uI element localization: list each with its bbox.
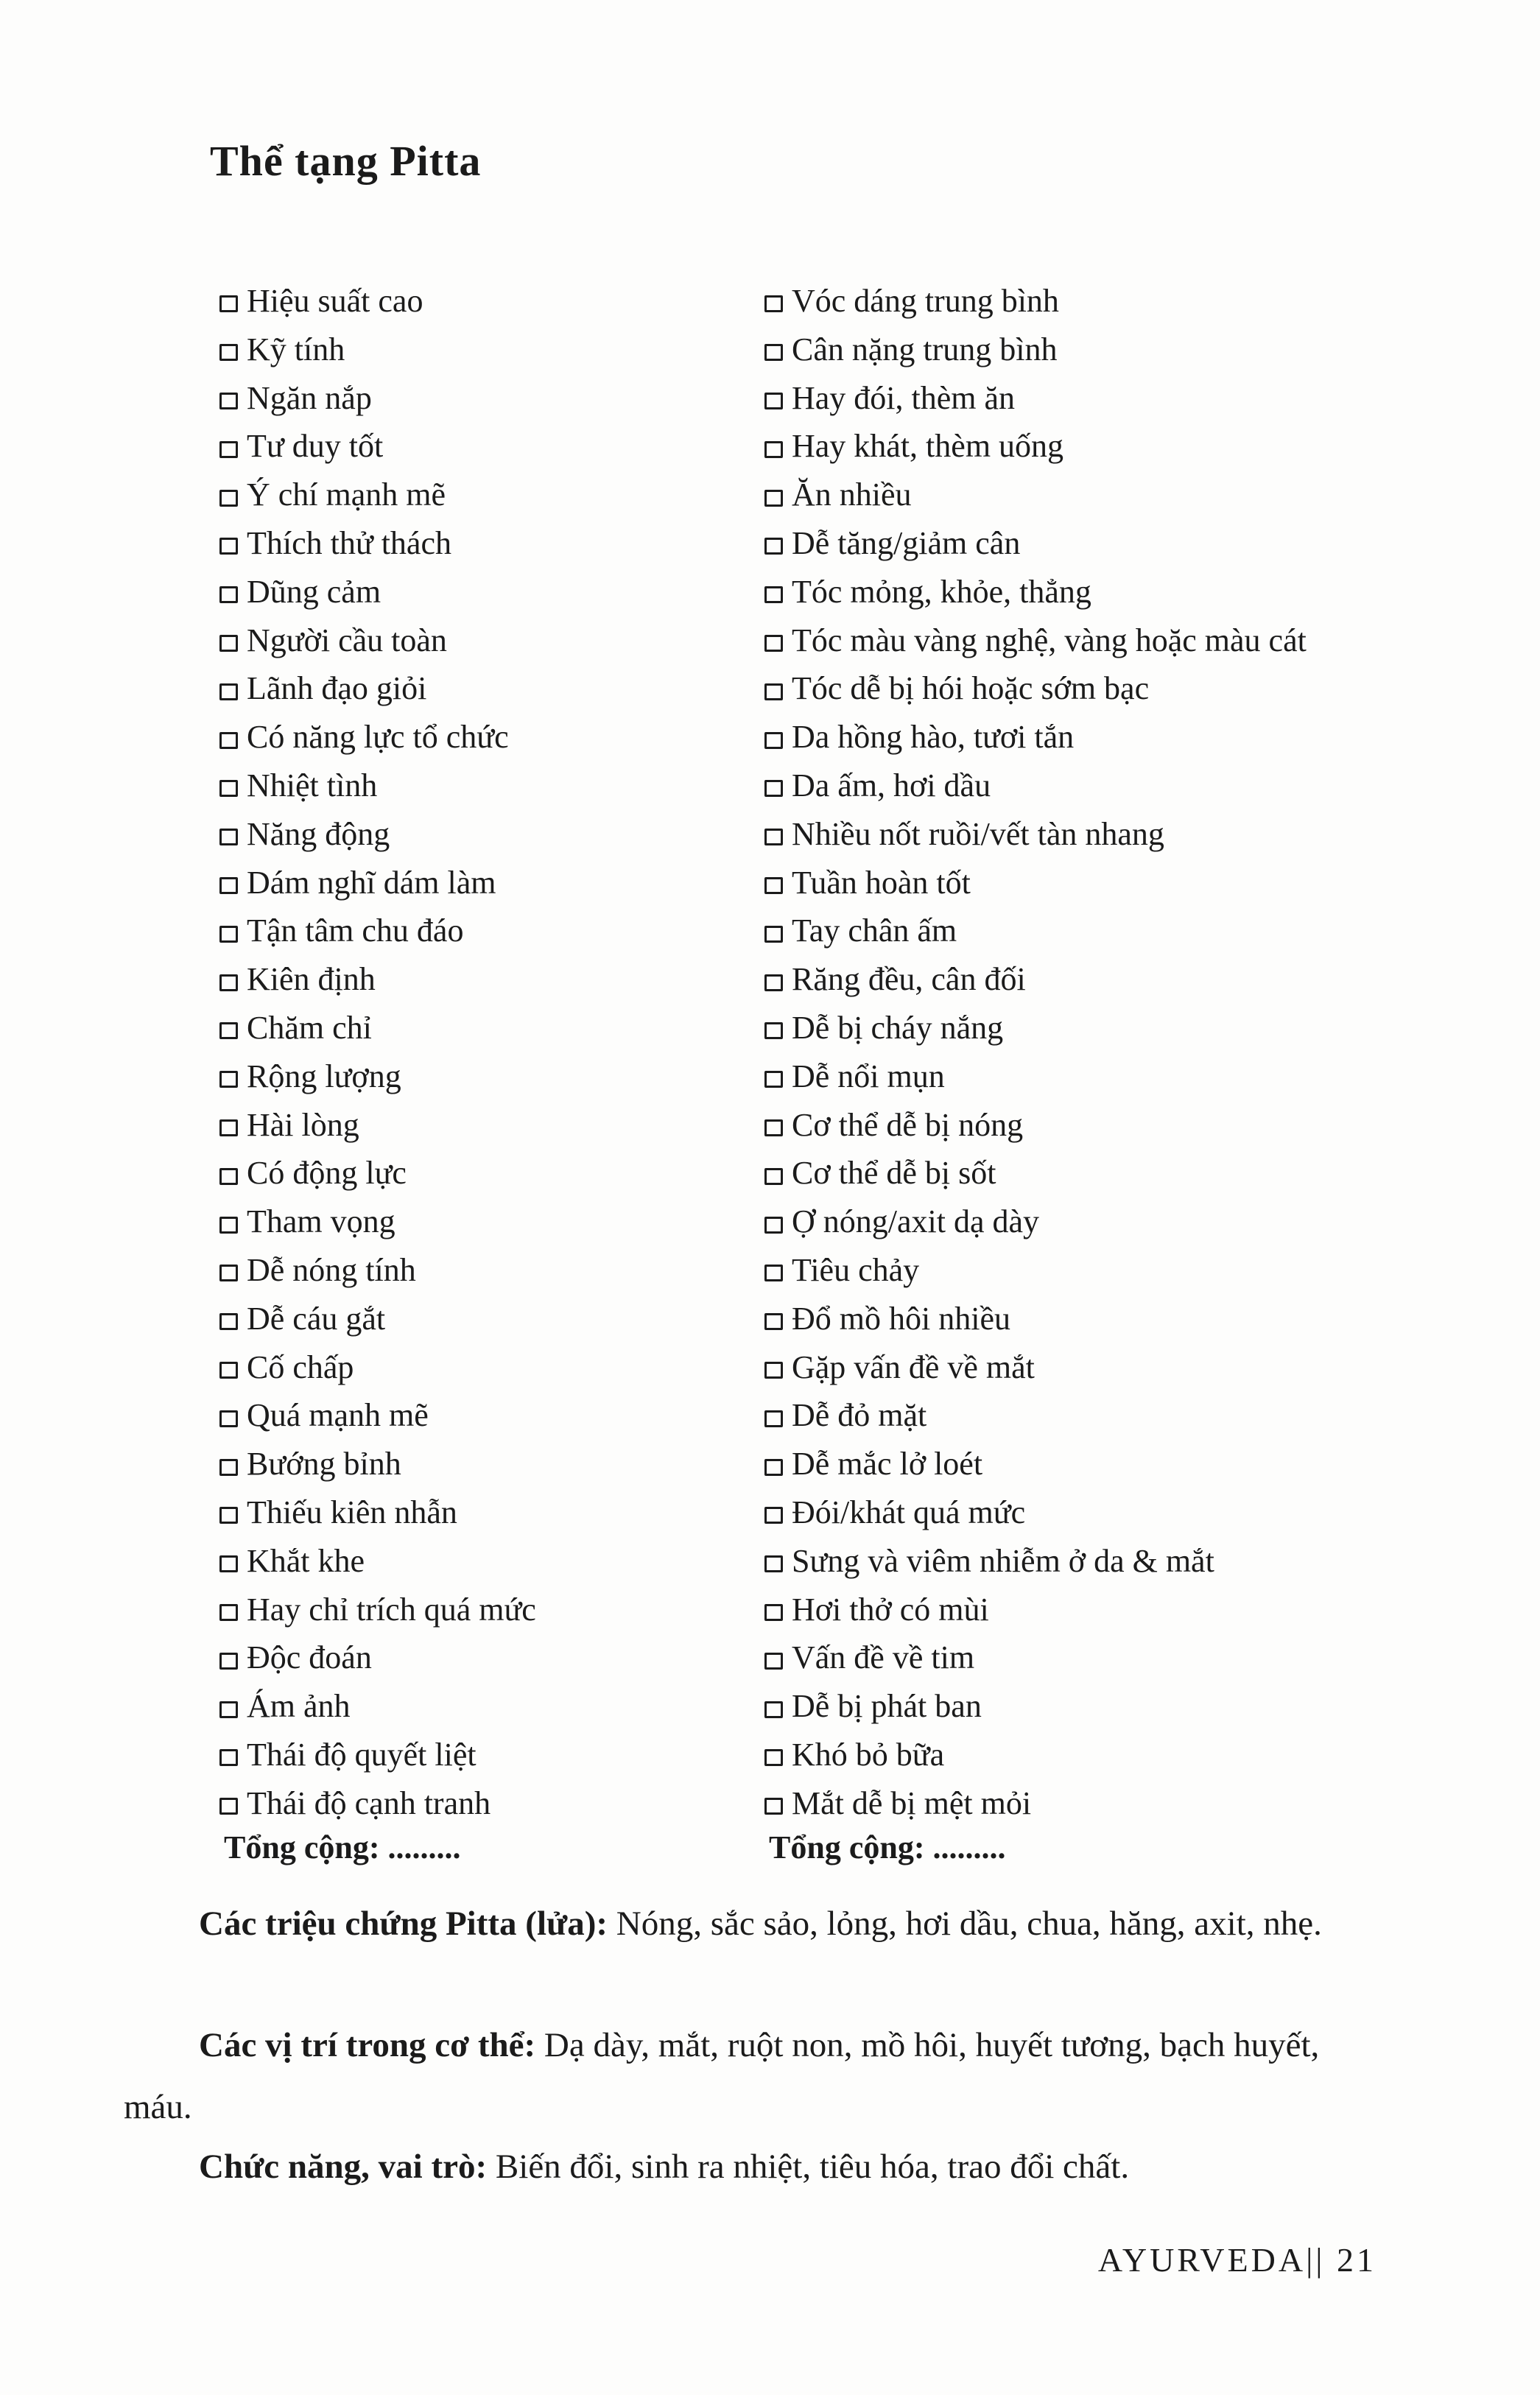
- checklist-item-label: Sưng và viêm nhiễm ở da & mắt: [792, 1542, 1214, 1579]
- total-left: Tổng cộng: .........: [224, 1829, 461, 1865]
- checklist-item: [219, 1682, 735, 1731]
- checkbox-icon[interactable]: [219, 1410, 238, 1427]
- checklist-item: [764, 1682, 1427, 1731]
- checkbox-icon[interactable]: [219, 1555, 238, 1572]
- checklist-item: [219, 1198, 735, 1246]
- checklist-item: [219, 519, 735, 568]
- checklist-item: [764, 1440, 1427, 1488]
- checkbox-icon[interactable]: [219, 926, 238, 943]
- checklist-item-label: Ăn nhiều: [792, 476, 912, 513]
- checkbox-icon[interactable]: [219, 780, 238, 797]
- checklist-item: [764, 664, 1427, 713]
- checkbox-icon[interactable]: [219, 1362, 238, 1379]
- checkbox-icon[interactable]: [764, 1410, 783, 1427]
- checklist-item: [219, 1004, 735, 1052]
- checkbox-icon[interactable]: [764, 441, 783, 458]
- checklist-item-label: Dễ đỏ mặt: [792, 1397, 927, 1434]
- checklist-item: [764, 374, 1427, 423]
- checkbox-icon[interactable]: [764, 1071, 783, 1088]
- checklist-item-label: Dũng cảm: [247, 573, 382, 610]
- running-title: AYURVEDA: [1097, 2241, 1307, 2279]
- checklist-item: [764, 859, 1427, 907]
- checklist-item-label: Có năng lực tổ chức: [247, 719, 509, 756]
- checklist-item: [219, 1295, 735, 1343]
- checklist-item: [764, 568, 1427, 616]
- checkbox-icon[interactable]: [219, 1798, 238, 1815]
- checklist-item: [764, 1586, 1427, 1634]
- checkbox-icon[interactable]: [764, 1701, 783, 1718]
- page-number: 21: [1337, 2241, 1376, 2279]
- locations-paragraph: [124, 2014, 1385, 2138]
- checkbox-icon[interactable]: [219, 490, 238, 507]
- checkbox-icon[interactable]: [764, 829, 783, 845]
- checklist-item-label: Quá mạnh mẽ: [247, 1397, 429, 1434]
- checklist-item: [764, 519, 1427, 568]
- checklist-item-label: Thái độ cạnh tranh: [247, 1784, 491, 1821]
- checkbox-icon[interactable]: [764, 732, 783, 749]
- checkbox-icon[interactable]: [764, 1507, 783, 1524]
- checklist-item: [764, 955, 1427, 1004]
- checklist-item: [764, 1198, 1427, 1246]
- checklist-item-label: Cơ thể dễ bị nóng: [792, 1106, 1024, 1143]
- checkbox-icon[interactable]: [219, 877, 238, 894]
- checklist-item-label: Hay chỉ trích quá mức: [247, 1591, 536, 1628]
- checklist-item-label: Dễ nổi mụn: [792, 1058, 945, 1094]
- checkbox-icon[interactable]: [219, 635, 238, 652]
- checklist-item: [219, 1149, 735, 1198]
- checklist-item-label: Chăm chỉ: [247, 1009, 372, 1046]
- checkbox-icon[interactable]: [764, 1653, 783, 1670]
- checklist-item: [219, 1246, 735, 1295]
- checklist-item: [219, 1731, 735, 1779]
- checklist-item-label: Dễ mắc lở loét: [792, 1446, 983, 1483]
- checklist-item-label: Ợ nóng/axit dạ dày: [792, 1203, 1040, 1240]
- checklist-item-label: Dễ bị phát ban: [792, 1688, 982, 1725]
- checklist-item-label: Khắt khe: [247, 1542, 365, 1579]
- checklist-item-label: Thái độ quyết liệt: [247, 1736, 477, 1773]
- checklist-item: [219, 1440, 735, 1488]
- checklist-item-label: Dễ tăng/giảm cân: [792, 524, 1021, 561]
- checklist-item-label: Tham vọng: [247, 1203, 395, 1240]
- page-footer: [1098, 2240, 1376, 2279]
- checklist-item: [764, 1537, 1427, 1586]
- checkbox-icon[interactable]: [764, 490, 783, 507]
- checklist-item-label: Có động lực: [247, 1155, 407, 1192]
- checkbox-icon[interactable]: [219, 732, 238, 749]
- checklist-item: [219, 1633, 735, 1682]
- checkbox-icon[interactable]: [764, 393, 783, 409]
- checklist-left: [219, 277, 735, 1828]
- checklist-item-label: Da ấm, hơi dầu: [792, 767, 991, 803]
- checklist-item: [764, 1488, 1427, 1537]
- checklist-item-label: Đổ mồ hôi nhiều: [792, 1300, 1010, 1337]
- checklist-item: [219, 1101, 735, 1150]
- checklist-item: [764, 1633, 1427, 1682]
- section-title: Thể tạng Pitta: [210, 137, 482, 185]
- checkbox-icon[interactable]: [219, 1653, 238, 1670]
- checklist-item: [764, 326, 1427, 374]
- checklist-item: [219, 326, 735, 374]
- checkbox-icon[interactable]: [219, 1119, 238, 1136]
- checkbox-icon[interactable]: [219, 393, 238, 409]
- checklist-item: [764, 1101, 1427, 1150]
- checklist-item: [219, 422, 735, 471]
- checkbox-icon[interactable]: [219, 295, 238, 312]
- checkbox-icon[interactable]: [764, 780, 783, 797]
- checklist-item-label: Độc đoán: [247, 1639, 372, 1676]
- checklist-item-label: Dễ cáu gắt: [247, 1300, 386, 1337]
- checkbox-icon[interactable]: [219, 1459, 238, 1476]
- checklist-item-label: Cố chấp: [247, 1348, 354, 1385]
- checkbox-icon[interactable]: [219, 1507, 238, 1524]
- checklist-item-label: Dễ bị cháy nắng: [792, 1009, 1004, 1046]
- checkbox-icon[interactable]: [219, 1604, 238, 1621]
- checklist-item-label: Tóc mỏng, khỏe, thẳng: [792, 573, 1091, 610]
- checkbox-icon[interactable]: [219, 1071, 238, 1088]
- checklist-item-label: Tóc màu vàng nghệ, vàng hoặc màu cát: [792, 622, 1307, 658]
- checkbox-icon[interactable]: [219, 1217, 238, 1234]
- checklist-item: [219, 859, 735, 907]
- checklist-item: [764, 1779, 1427, 1828]
- checkbox-icon[interactable]: [764, 1313, 783, 1330]
- checkbox-icon[interactable]: [764, 1604, 783, 1621]
- checklist-item: [219, 568, 735, 616]
- checklist-item: [764, 1052, 1427, 1101]
- checklist-item-label: Hiệu suất cao: [247, 283, 423, 319]
- checkbox-icon[interactable]: [764, 1022, 783, 1039]
- checkbox-icon[interactable]: [764, 1798, 783, 1815]
- checkbox-icon[interactable]: [219, 683, 238, 700]
- checkbox-icon[interactable]: [219, 1022, 238, 1039]
- checklist-item-label: Nhiệt tình: [247, 767, 378, 803]
- checklist-item-label: Ngăn nắp: [247, 379, 372, 416]
- symptoms-text: Nóng, sắc sảo, lỏng, hơi dầu, chua, hăng, axit, nhẹ.: [608, 1905, 1322, 1943]
- checklist-item-label: Ám ảnh: [247, 1688, 351, 1725]
- symptoms-label: Các triệu chứng Pitta (lửa):: [199, 1905, 608, 1943]
- checklist-item: [764, 277, 1427, 326]
- checklist-item-label: Hay đói, thèm ăn: [792, 379, 1016, 416]
- checklist-item-label: Rộng lượng: [247, 1058, 401, 1094]
- checklist-item: [764, 471, 1427, 519]
- checklist-item: [219, 471, 735, 519]
- checklist-item: [764, 1149, 1427, 1198]
- checklist-item: [764, 422, 1427, 471]
- checkbox-icon[interactable]: [764, 1119, 783, 1136]
- checklist-item-label: Lãnh đạo giỏi: [247, 670, 427, 707]
- checklist-item-label: Ý chí mạnh mẽ: [247, 476, 446, 513]
- checklist-item: [219, 762, 735, 810]
- checkbox-icon[interactable]: [764, 1749, 783, 1766]
- checklist-item: [219, 277, 735, 326]
- locations-label: Các vị trí trong cơ thể:: [199, 2026, 536, 2064]
- checklist-item: [219, 1779, 735, 1828]
- checklist-item-label: Da hồng hào, tươi tắn: [792, 719, 1075, 756]
- checklist-item: [219, 1391, 735, 1440]
- checklist-item-label: Gặp vấn đề về mắt: [792, 1348, 1035, 1385]
- checkbox-icon[interactable]: [219, 1701, 238, 1718]
- checklist-item-label: Tóc dễ bị hói hoặc sớm bạc: [792, 670, 1150, 707]
- checkbox-icon[interactable]: [764, 295, 783, 312]
- checklist-item: [219, 810, 735, 859]
- checkbox-icon[interactable]: [764, 1168, 783, 1185]
- checklist-item-label: Kiên định: [247, 961, 376, 998]
- functions-text: Biến đổi, sinh ra nhiệt, tiêu hóa, trao đổi chất.: [487, 2148, 1130, 2186]
- checkbox-icon[interactable]: [219, 1313, 238, 1330]
- total-right: Tổng cộng: .........: [769, 1829, 1006, 1865]
- checklist-item: [219, 1052, 735, 1101]
- checkbox-icon[interactable]: [764, 1217, 783, 1234]
- checkbox-icon[interactable]: [764, 538, 783, 555]
- checkbox-icon[interactable]: [219, 829, 238, 845]
- checklist-item: [219, 1586, 735, 1634]
- checklist-item: [764, 810, 1427, 859]
- checkbox-icon[interactable]: [764, 974, 783, 991]
- checklist-item-label: Mắt dễ bị mệt mỏi: [792, 1784, 1032, 1821]
- checkbox-icon[interactable]: [219, 1749, 238, 1766]
- checkbox-icon[interactable]: [219, 586, 238, 603]
- checklist-item: [219, 664, 735, 713]
- checklist-item: [764, 1343, 1427, 1392]
- symptoms-paragraph: [124, 1893, 1385, 1955]
- checklist-item: [764, 616, 1427, 665]
- checklist-item-label: Đói/khát quá mức: [792, 1494, 1026, 1530]
- checkbox-icon[interactable]: [764, 1265, 783, 1281]
- checklist-right: [764, 277, 1427, 1828]
- checklist-item-label: Cơ thể dễ bị sốt: [792, 1155, 996, 1192]
- checklist-item: [764, 907, 1427, 955]
- checklist-item-label: Bướng bỉnh: [247, 1446, 401, 1483]
- checklist-item-label: Tư duy tốt: [247, 428, 384, 465]
- functions-label: Chức năng, vai trò:: [199, 2148, 488, 2186]
- checklist-item: [219, 955, 735, 1004]
- checkbox-icon[interactable]: [764, 586, 783, 603]
- checklist-item-label: Tuần hoàn tốt: [792, 864, 971, 901]
- checklist-item-label: Dám nghĩ dám làm: [247, 864, 496, 901]
- checkbox-icon[interactable]: [219, 1265, 238, 1281]
- checklist-item-label: Răng đều, cân đối: [792, 961, 1026, 998]
- checklist-item-label: Vóc dáng trung bình: [792, 283, 1059, 319]
- checklist-item: [764, 1731, 1427, 1779]
- checklist-item-label: Hài lòng: [247, 1106, 359, 1143]
- checkbox-icon[interactable]: [219, 538, 238, 555]
- checklist-item-label: Hơi thở có mùi: [792, 1591, 989, 1628]
- checklist-item: [219, 1343, 735, 1392]
- checklist-item: [219, 1488, 735, 1537]
- checklist-item: [764, 1004, 1427, 1052]
- checklist-item-label: Thiếu kiên nhẫn: [247, 1494, 457, 1530]
- checkbox-icon[interactable]: [764, 635, 783, 652]
- checklist-item: [764, 1246, 1427, 1295]
- checklist-item-label: Khó bỏ bữa: [792, 1736, 945, 1773]
- checklist-item-label: Kỹ tính: [247, 331, 345, 367]
- checklist-item: [764, 1295, 1427, 1343]
- checklist-item-label: Người cầu toàn: [247, 622, 447, 658]
- checklist-item: [219, 374, 735, 423]
- checklist-item: [219, 1537, 735, 1586]
- checklist-item: [219, 616, 735, 665]
- checkbox-icon[interactable]: [764, 683, 783, 700]
- checkbox-icon[interactable]: [764, 926, 783, 943]
- checkbox-icon[interactable]: [219, 344, 238, 361]
- footer-separator: ||: [1306, 2241, 1326, 2279]
- checklist-item: [219, 907, 735, 955]
- checkbox-icon[interactable]: [764, 1362, 783, 1379]
- checkbox-icon[interactable]: [764, 877, 783, 894]
- checklist-item-label: Năng động: [247, 815, 390, 852]
- checklist-item-label: Tay chân ấm: [792, 912, 957, 949]
- checklist-item-label: Vấn đề về tim: [792, 1639, 975, 1676]
- checklist-item-label: Nhiều nốt ruồi/vết tàn nhang: [792, 815, 1164, 852]
- checkbox-icon[interactable]: [764, 1459, 783, 1476]
- checklist-item: [219, 713, 735, 762]
- checkbox-icon[interactable]: [764, 344, 783, 361]
- checkbox-icon[interactable]: [764, 1555, 783, 1572]
- checklist-item-label: Hay khát, thèm uống: [792, 428, 1064, 465]
- checkbox-icon[interactable]: [219, 974, 238, 991]
- checklist-item-label: Thích thử thách: [247, 524, 451, 561]
- functions-paragraph: [124, 2136, 1385, 2198]
- locations-text: Dạ dày, mắt, ruột non, mồ hôi, huyết tương, bạch huyết, máu.: [124, 2026, 1320, 2126]
- checklist-item-label: Dễ nóng tính: [247, 1251, 416, 1288]
- checkbox-icon[interactable]: [219, 1168, 238, 1185]
- checklist-item: [764, 1391, 1427, 1440]
- checklist-item-label: Tiêu chảy: [792, 1251, 920, 1288]
- checkbox-icon[interactable]: [219, 441, 238, 458]
- checklist-item-label: Tận tâm chu đáo: [247, 912, 464, 949]
- checklist-item: [764, 762, 1427, 810]
- checklist-item: [764, 713, 1427, 762]
- checklist-item-label: Cân nặng trung bình: [792, 331, 1058, 367]
